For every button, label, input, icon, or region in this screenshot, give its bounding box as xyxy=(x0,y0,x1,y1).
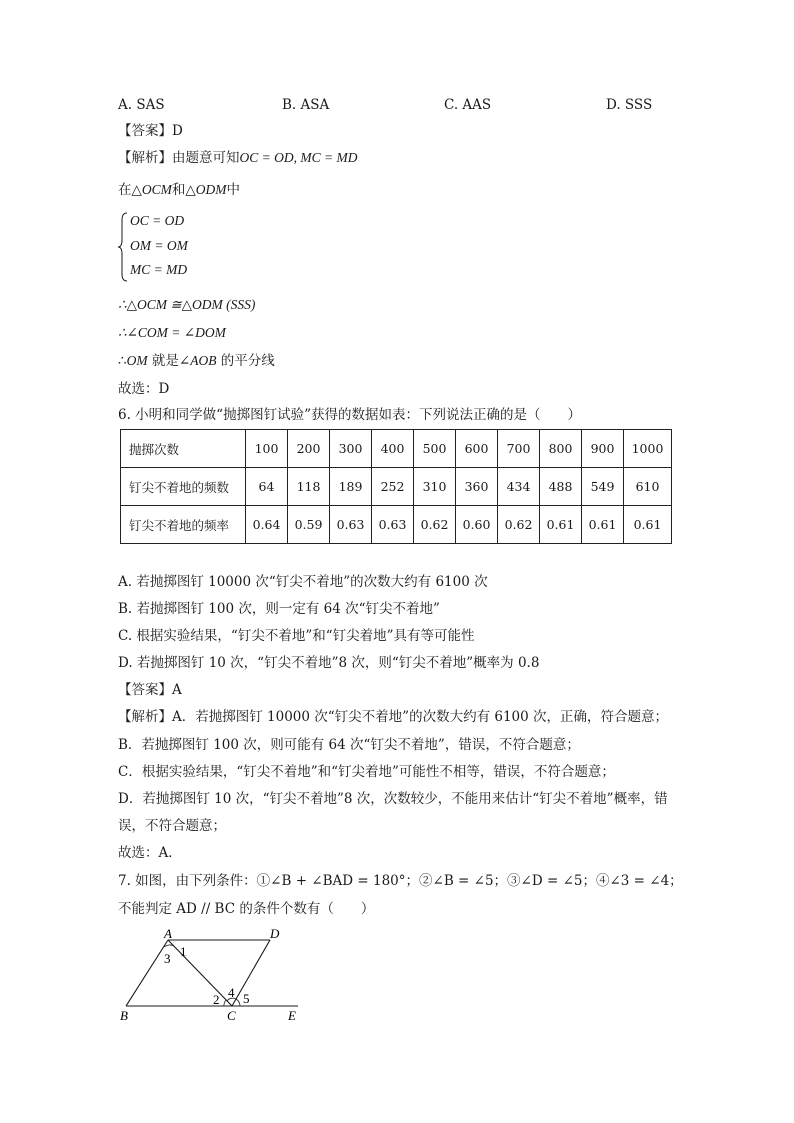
option-c: C. AAS xyxy=(444,97,492,113)
q5-analysis xyxy=(118,148,357,168)
table-cell: 300 xyxy=(330,430,372,468)
table-cell: 0.63 xyxy=(372,506,414,544)
q6-answer: 【答案】A xyxy=(118,682,182,698)
option-b: B. ASA xyxy=(282,97,330,113)
and-text: 和△ xyxy=(171,182,196,198)
q6-analysis-2: B．若抛掷图钉 100 次，则可能有 64 次“钉尖不着地”，错误，不符合题意； xyxy=(118,737,580,753)
label-b: B xyxy=(120,1008,128,1023)
table-cell: 0.61 xyxy=(540,506,582,544)
option-d: D. SSS xyxy=(606,97,653,113)
segment-ab xyxy=(126,940,168,1006)
table-cell: 0.61 xyxy=(624,506,672,544)
q6-option-b: B. 若抛掷图钉 100 次，则一定有 64 次“钉尖不着地” xyxy=(118,601,440,617)
q6-analysis-5: 误，不符合题意； xyxy=(118,818,226,834)
table-cell: 0.62 xyxy=(414,506,456,544)
table-header: 抛掷次数 xyxy=(121,430,246,468)
table-cell: 500 xyxy=(414,430,456,468)
q6-analysis-1: 【解析】A．若抛掷图钉 10000 次“钉尖不着地”的次数大约有 6100 次，正确，符合题意； xyxy=(118,709,669,725)
angle-label-2: 2 xyxy=(213,992,220,1007)
table-cell: 252 xyxy=(372,468,414,506)
table-cell: 900 xyxy=(582,430,624,468)
therefore-symbol: ∴ xyxy=(118,353,127,369)
table-cell: 0.59 xyxy=(288,506,330,544)
q5-triangles xyxy=(118,180,240,200)
system-eq-2: OM = OM xyxy=(130,238,188,253)
table-row xyxy=(121,430,672,468)
table-cell: 488 xyxy=(540,468,582,506)
table-cell: 100 xyxy=(246,430,288,468)
table-cell: 310 xyxy=(414,468,456,506)
segment-dc xyxy=(232,940,270,1006)
table-cell: 0.60 xyxy=(456,506,498,544)
q6-option-c: C. 根据实验结果，“钉尖不着地”和“钉尖着地”具有等可能性 xyxy=(118,628,475,644)
q6-analysis-4: D．若抛掷图钉 10 次，“钉尖不着地”8 次，次数较少，不能用来估计“钉尖不着地”概率，错 xyxy=(118,791,668,807)
option-a: A. SAS xyxy=(118,97,165,113)
angle-arc-5 xyxy=(236,999,240,1006)
angle-arc-a xyxy=(164,945,174,947)
q7-stem-2: 不能判定 AD // BC 的条件个数有（ ） xyxy=(118,901,375,917)
angle-aob: AOB xyxy=(190,353,217,368)
bisector-text: 的平分线 xyxy=(216,353,275,369)
angle-label-1: 1 xyxy=(180,944,187,959)
parallelogram-figure xyxy=(112,924,312,1024)
table-cell: 118 xyxy=(288,468,330,506)
q7-stem: 7. 如图，由下列条件：①∠B + ∠BAD = 180°；②∠B = ∠5；③∠D = ∠5；④∠3 = ∠4； xyxy=(118,873,683,889)
q6-choice: 故选：A． xyxy=(118,845,182,861)
system-eq-1: OC = OD xyxy=(130,213,185,228)
table-row xyxy=(121,468,672,506)
in-prefix: 在△ xyxy=(118,182,142,198)
triangle-ocm: OCM xyxy=(141,182,172,197)
label-e: E xyxy=(288,1008,296,1023)
triangle-odm: ODM xyxy=(195,182,227,197)
system-eq-3: MC = MD xyxy=(130,262,188,277)
label-d: D xyxy=(270,926,280,941)
segment-om: OM xyxy=(126,353,148,368)
table-cell: 549 xyxy=(582,468,624,506)
angle-label-3: 3 xyxy=(164,951,171,966)
table-cell: 610 xyxy=(624,468,672,506)
table-header: 钉尖不着地的频数 xyxy=(121,468,246,506)
table-cell: 600 xyxy=(456,430,498,468)
table-header: 钉尖不着地的频率 xyxy=(121,506,246,544)
q5-conclusion-1: ∴△OCM ≅△ODM (SSS) xyxy=(118,297,256,312)
angle-arc-2 xyxy=(224,1000,226,1006)
table-cell: 0.62 xyxy=(498,506,540,544)
angle-label-4: 4 xyxy=(228,985,235,1000)
analysis-label: 【解析】由题意可知 xyxy=(118,150,240,166)
system-brace xyxy=(118,212,128,282)
q5-answer: 【答案】D xyxy=(118,123,183,139)
q6-option-d: D. 若抛掷图钉 10 次，“钉尖不着地”8 次，则“钉尖不着地”概率为 0.8 xyxy=(118,655,540,671)
table-cell: 64 xyxy=(246,468,288,506)
table-cell: 434 xyxy=(498,468,540,506)
q5-conclusion-2: ∴∠COM = ∠DOM xyxy=(118,325,226,340)
table-cell: 700 xyxy=(498,430,540,468)
table-cell: 1000 xyxy=(624,430,672,468)
angle-label-5: 5 xyxy=(243,991,250,1006)
q6-analysis-3: C．根据实验结果，“钉尖不着地”和“钉尖着地”可能性不相等，错误，不符合题意； xyxy=(118,764,615,780)
table-cell: 0.61 xyxy=(582,506,624,544)
table-cell: 0.64 xyxy=(246,506,288,544)
table-cell: 0.63 xyxy=(330,506,372,544)
in-suffix: 中 xyxy=(226,182,241,198)
table-cell: 400 xyxy=(372,430,414,468)
q6-stem: 6. 小明和同学做“抛掷图钉试验”获得的数据如表：下列说法正确的是（ ） xyxy=(118,407,581,423)
diagonal-ac xyxy=(168,940,232,1006)
table-row xyxy=(121,506,672,544)
q6-option-a: A. 若抛掷图钉 10000 次“钉尖不着地”的次数大约有 6100 次 xyxy=(118,574,488,590)
label-c: C xyxy=(227,1008,236,1023)
label-a: A xyxy=(164,926,172,941)
table-cell: 360 xyxy=(456,468,498,506)
table-cell: 800 xyxy=(540,430,582,468)
frequency-table xyxy=(120,429,672,544)
is-angle-text: 就是∠ xyxy=(147,353,191,369)
q5-choice: 故选：D xyxy=(118,381,170,397)
given-condition: OC = OD, MC = MD xyxy=(239,150,358,165)
q5-conclusion-3 xyxy=(118,351,275,371)
table-cell: 189 xyxy=(330,468,372,506)
table-cell: 200 xyxy=(288,430,330,468)
